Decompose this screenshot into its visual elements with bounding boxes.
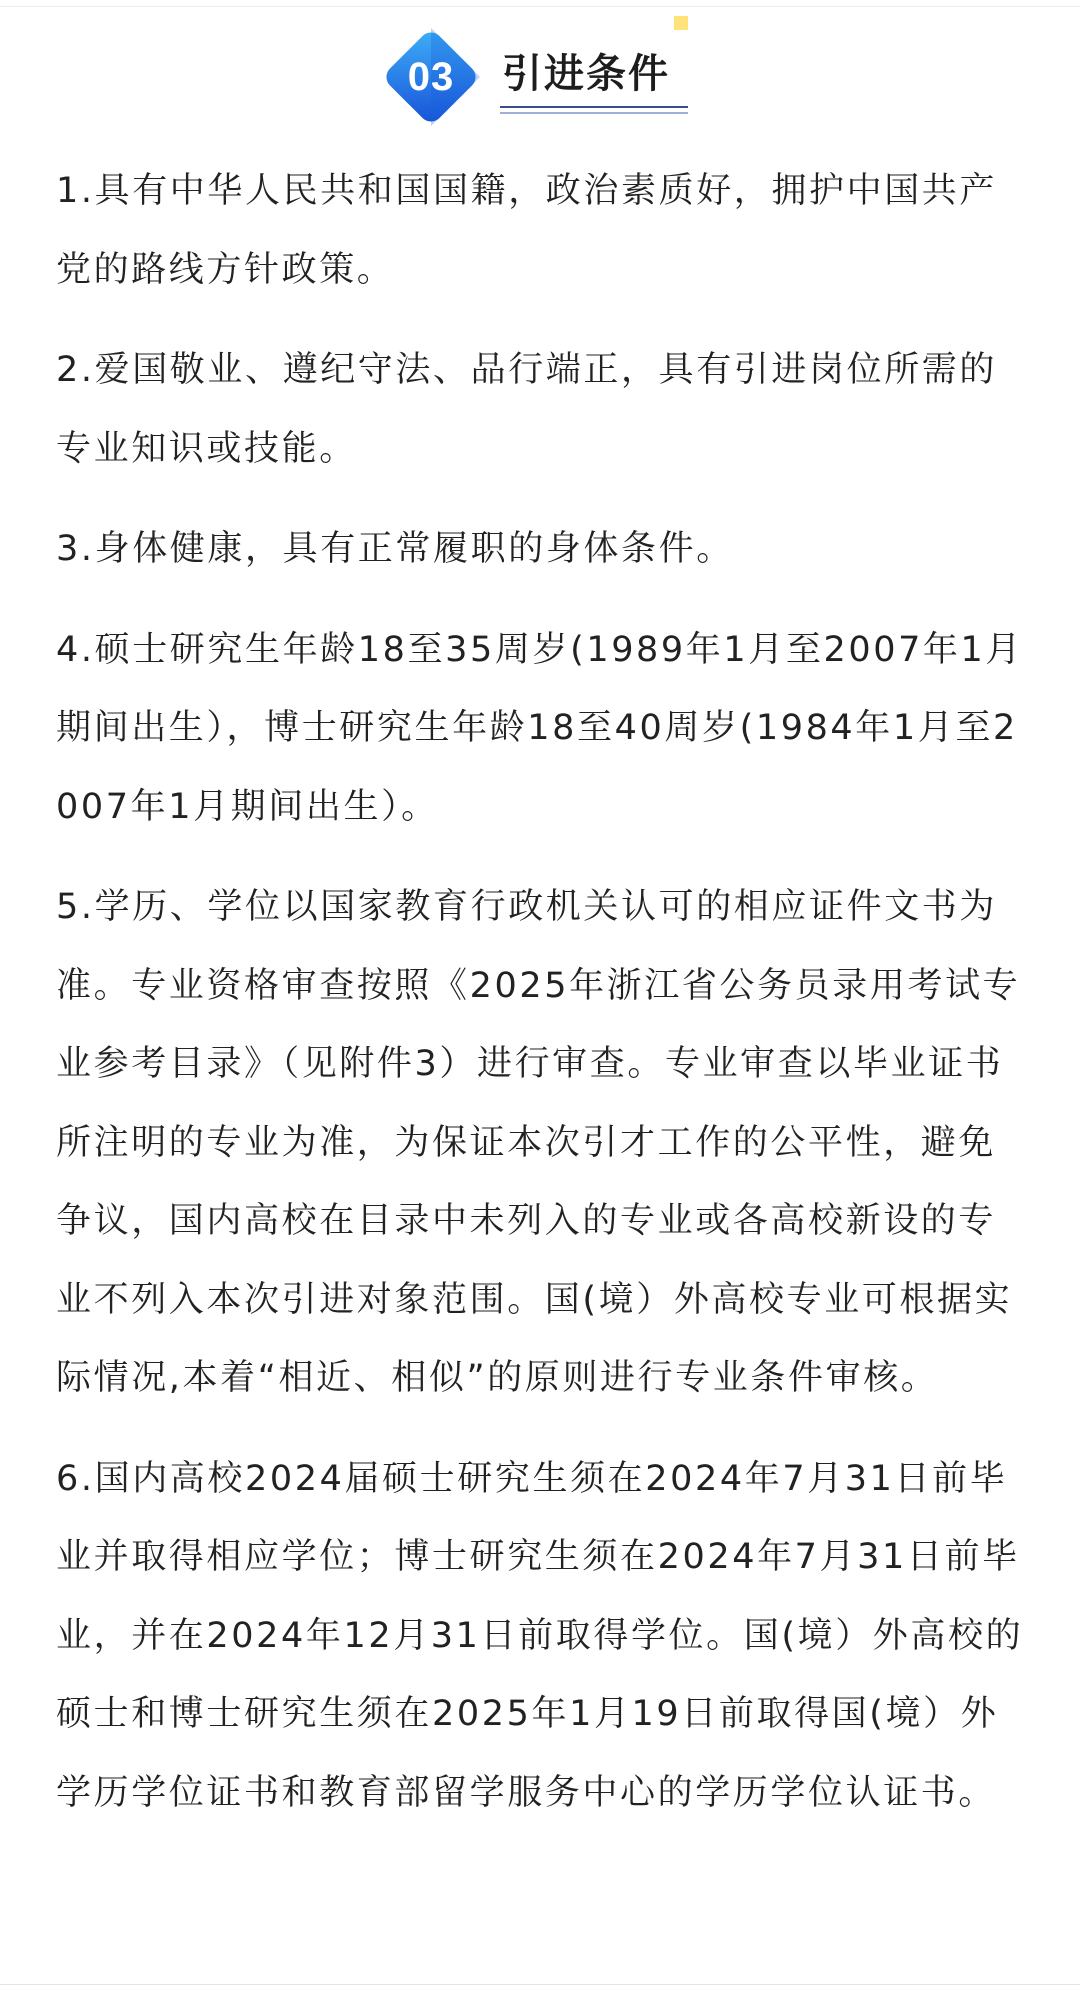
section-title: 引进条件 [502,51,670,97]
top-divider [0,6,1080,7]
section-number: 03 [407,55,455,99]
requirement-paragraph-2: 2.爱国敬业、遵纪守法、品行端正，具有引进岗位所需的专业知识或技能。 [56,350,997,469]
requirement-paragraph-4: 4.硕士研究生年龄18至35周岁(1989年1月至2007年1月期间出生），博士研究生年龄18至40周岁(1984年1月至2007年1月期间出生）。 [56,629,1024,827]
requirement-paragraph-6: 6.国内高校2024届硕士研究生须在2024年7月31日前毕业并取得相应学位；博士研究生须在2024年7月31日前毕业，并在2024年12月31日前取得学位。国(境）外高校的硕士和博士研究生须在2025年1月19日前取得国(境）外学历学位证书和教育部留学服务中心的学历学位认证书。 [56,1458,1024,1813]
requirement-paragraph-5: 5.学历、学位以国家教育行政机关认可的相应证件文书为准。专业资格审查按照《2025年浙江省公务员录用考试专业参考目录》（见附件3）进行审查。专业审查以毕业证书所注明的专业为准，为保证本次引才工作的公平性，避免争议，国内高校在目录中未列入的专业或各高校新设的专业不列入本次引进对象范围。国(境）外高校专业可根据实际情况,本着“相近、相似”的原则进行专业条件审核。 [56,887,1021,1398]
accent-square-decoration [674,16,688,30]
requirement-paragraph-3: 3.身体健康，具有正常履职的身体条件。 [56,529,734,569]
bottom-divider [0,1984,1080,1985]
title-underline-secondary [500,112,688,114]
section-header [374,20,704,140]
requirements-list [56,152,1026,1854]
requirement-paragraph-1: 1.具有中华人民共和国国籍，政治素质好，拥护中国共产党的路线方针政策。 [56,171,997,290]
title-underline [500,106,688,108]
